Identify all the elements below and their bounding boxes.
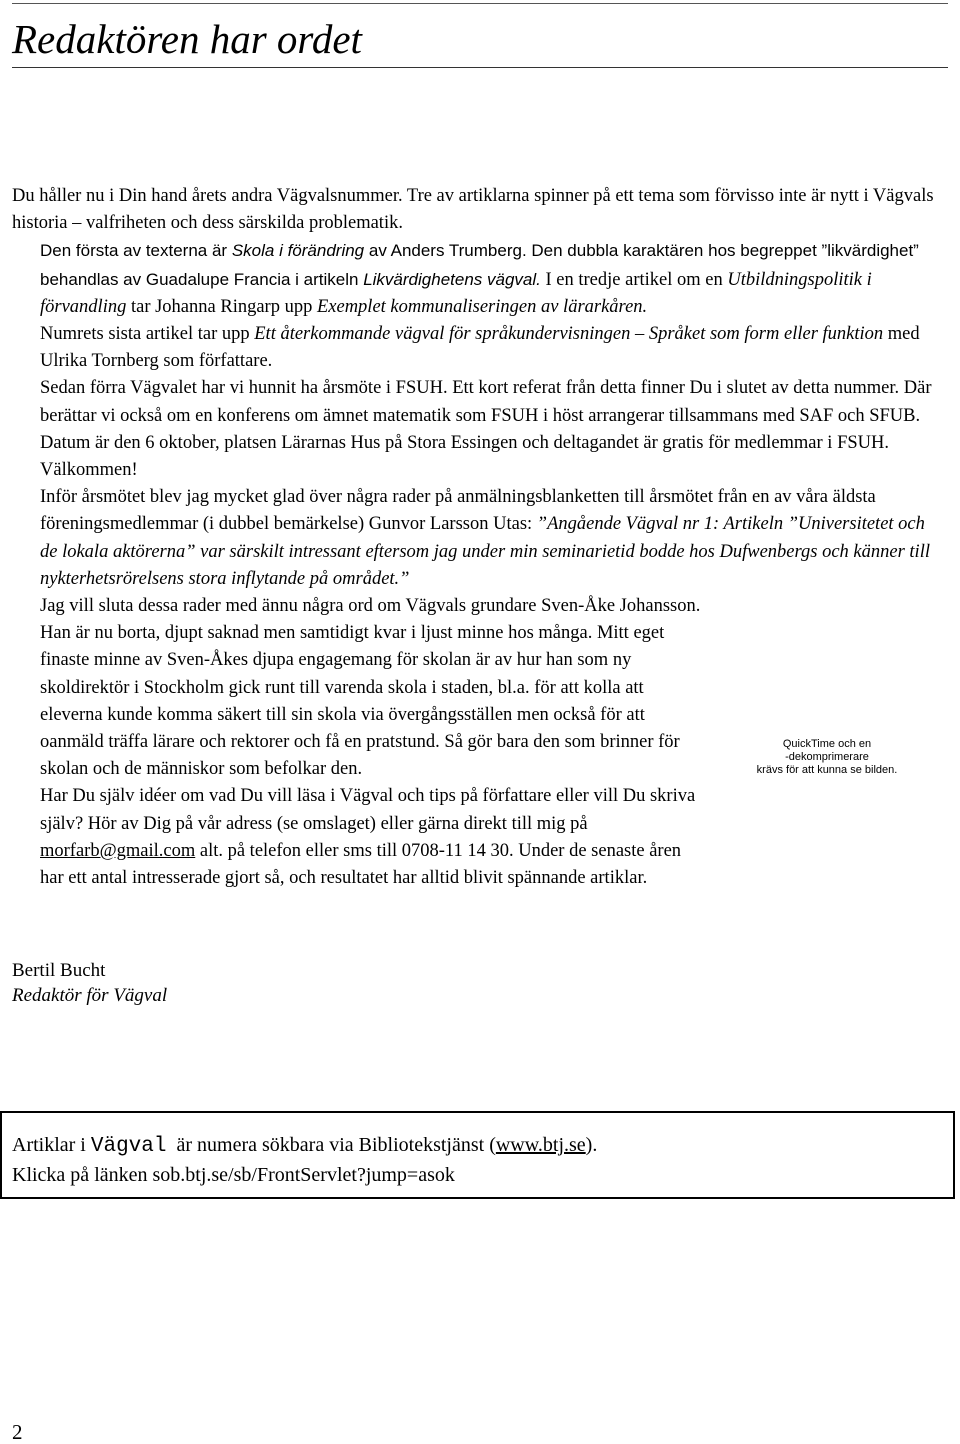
paragraph-founder: Jag vill sluta dessa rader med ännu några ord om Vägvals grundare Sven-Åke Johansson. Han är nu borta, djupt saknad men samtidigt kvar i ljust minne hos många. Mitt eget finaste minne av Sven-Åkes djupa engagemang för skolan är av hur han som ny skoldirektör i Stockholm gick runt till varenda skola i staden, bl.a. för att kolla att eleverna kunde komma säkert till sin skola via övergångsställen men också för att oanmäld träffa lärare och rektorer och få en pratstund. Så gör bara den som brinner för skolan och de människor som befolkar den. — [40, 596, 701, 780]
signature-role: Redaktör för Vägval — [12, 985, 168, 1006]
top-rule — [12, 3, 948, 4]
info-box-line-1: Artiklar i Vägval är numera sökbara via Bibliotekstjänst (www.btj.se). — [12, 1134, 598, 1158]
btj-link[interactable]: www.btj.se — [495, 1134, 586, 1156]
title-underline — [12, 67, 948, 68]
page-number: 2 — [12, 1420, 23, 1444]
paragraph-contact: Har Du själv idéer om vad Du vill läsa i Vägval och tips på författare eller vill Du skriva själv? Hör av Dig på vår adress (se omslaget) eller gärna direkt till mig på morfarb@gmail.com alt. på telefon eller sms till 0708-11 14 30. Under de senaste åren har ett antal intresserade gjort så, och resultatet har alltid blivit spännande artiklar. — [40, 786, 696, 889]
paragraph-articles: Den första av texterna är Skola i förändring av Anders Trumberg. Den dubbla karaktären hos begreppet ”likvärdighet” behandlas av Guadalupe Francia i artikeln Likvärdighetens vägval. I en tredje artikel om en Utbildningspolitik i förvandling tar Johanna Ringarp upp Exemplet kommunaliseringen av lärarkåren. — [40, 241, 919, 317]
image-placeholder: QuickTime och en -dekomprimerare krävs för att kunna se bilden. — [756, 738, 898, 776]
paragraph-member-quote: Inför årsmötet blev jag mycket glad över några rader på anmälningsblanketten till årsmötet från en av våra äldsta föreningsmedlemmar (i dubbel bemärkelse) Gunvor Larsson Utas: ”Angående Vägval nr 1: Artikeln ”Universitetet och de lokala aktörerna” var särskilt intressant eftersom jag under min seminarietid bodde hos Dufwenbergs och känner till nykterhetsrörelsens stora inflytande på området.” — [40, 487, 930, 589]
email-link[interactable]: morfarb@gmail.com — [40, 840, 196, 861]
signature — [12, 958, 167, 1008]
vagval-brand: Vägval — [90, 1135, 167, 1158]
page-title: Redaktören har ordet — [12, 16, 362, 62]
info-box-text — [12, 1131, 597, 1190]
paragraph-intro: Du håller nu i Din hand årets andra Vägvalsnummer. Tre av artiklarna spinner på ett tema som förvisso inte är nytt i Vägvals historia – valfriheten och dess särskilda problematik. — [12, 186, 934, 234]
article-body — [12, 183, 942, 892]
paragraph-annual-meeting: Sedan förra Vägvalet har vi hunnit ha årsmöte i FSUH. Ett kort referat från detta finner Du i slutet av detta nummer. Där berättar vi också om en konferens om ämnet matematik som FSUH i höst arrangerar tillsammans med SAF och SFUB. Datum är den 6 oktober, platsen Lärarnas Hus på Stora Essingen och deltagandet är gratis för medlemmar i FSUH. Välkommen! — [40, 378, 932, 481]
paragraph-last-article: Numrets sista artikel tar upp Ett återkommande vägval för språkundervisningen – Språket som form eller funktion med Ulrika Tornberg som författare. — [40, 324, 920, 372]
signature-name: Bertil Bucht — [12, 960, 106, 981]
info-box-line-2: Klicka på länken sob.btj.se/sb/FrontServlet?jump=asok — [12, 1164, 455, 1186]
